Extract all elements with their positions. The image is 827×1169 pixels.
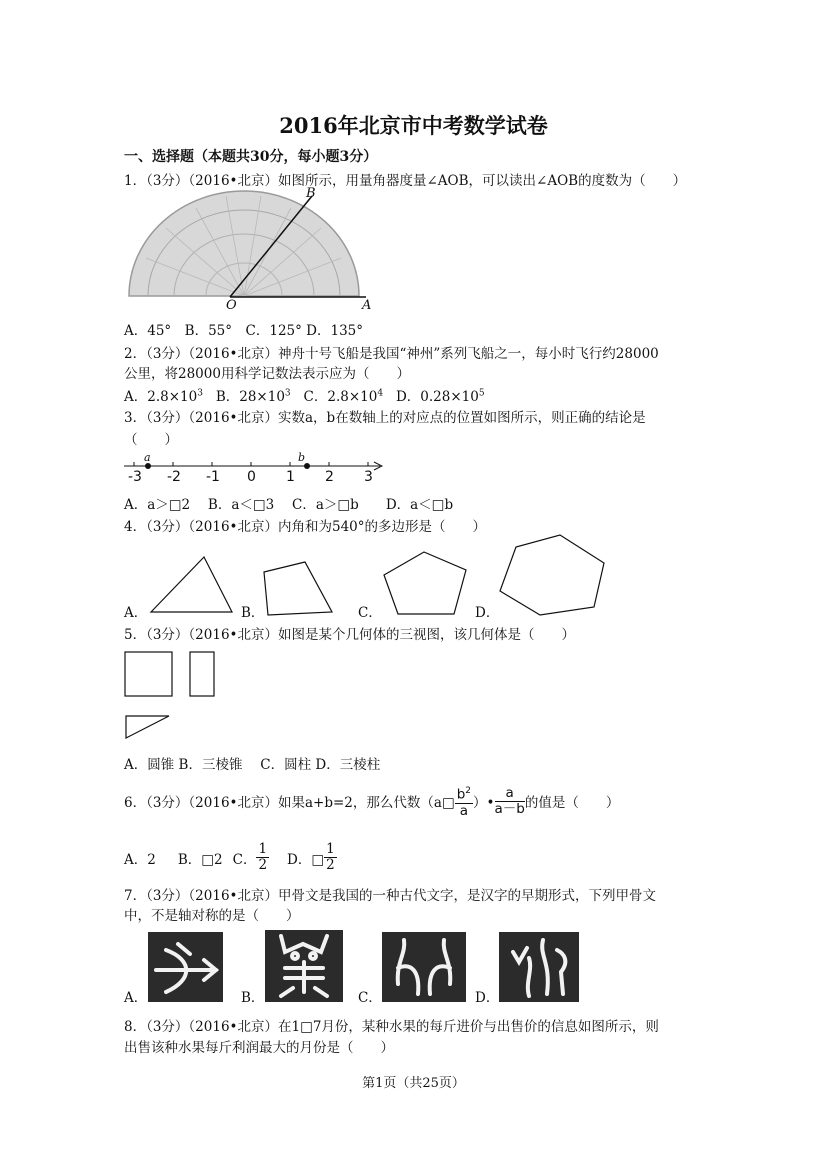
q3-stem-line1: 3．（3分）（2016•北京）实数a，b在数轴上的对应点的位置如图所示，则正确的结论是 [124,410,646,426]
protractor-label-o: O [226,298,237,313]
q6-option-b: B．□2 [177,851,223,868]
q6-option-c-fraction [256,842,269,873]
q1-stem: 1．（3分）（2016•北京）如图所示，用量角器度量∠AOB，可以读出∠AOB的度数为（ ） [124,173,687,189]
protractor-figure [126,188,376,313]
q6-stem-suffix: 的值是（ ） [524,795,620,812]
q3-options: A．a＞□2 B．a＜□3 C．a＞□b D．a＜□b [124,497,454,513]
tick-label-1: 1 [286,469,295,485]
q2-option-a: A．2.8×10 [124,389,198,405]
q7-label-b: B． [241,990,265,1006]
q3-stem-line2: （ ） [124,432,178,448]
q6-stem-prefix: 6．（3分）（2016•北京）如果a+b=2，那么代数（a□ [124,795,455,812]
q6-frac1-exp: 2 [465,786,472,796]
q6-stem-mid: ）• [473,795,495,812]
q4-label-a: A． [124,605,148,621]
q7-stem-line2: 中，不是轴对称的是（ ） [124,908,300,924]
q6-stem [124,784,619,819]
q8-stem-line1: 8．（3分）（2016•北京）在1□7月份，某种水果的每斤进价与出售价的信息如图所示，则 [124,1019,659,1035]
q5-options: A．圆锥 B．三棱锥 C．圆柱 D．三棱柱 [124,757,381,773]
q6-frac1-den: a [459,802,469,819]
three-views-figure [124,650,224,742]
q6-fraction-2 [495,786,525,817]
q6-options [124,842,337,873]
q6-fraction-1 [455,784,473,819]
q8-stem-line2: 出售该种水果每斤利润最大的月份是（ ） [124,1040,394,1056]
q7-label-c: C． [358,990,382,1006]
q4-label-b: B． [241,605,265,621]
polygon-pentagon [380,550,475,620]
q2-exp-c: 4 [377,388,384,399]
q2-stem-line2: 公里，将28000用科学记数法表示应为（ ） [124,366,410,382]
q2-option-c: C．2.8×10 [303,389,378,405]
number-line-point-a: a [144,451,151,464]
q6-option-d-num: 1 [326,841,335,857]
section-heading: 一、选择题（本题共30分，每小题3分） [124,149,378,165]
q1-options: A．45° B．55° C．125° D．135° [124,323,364,339]
q7-stem-line1: 7．（3分）（2016•北京）甲骨文是我国的一种古代文字，是汉字的早期形式，下列甲骨文 [124,888,656,904]
polygon-triangle [146,555,236,615]
oracle-glyph-a-image [148,932,223,1002]
q4-label-d: D． [475,605,500,621]
q7-label-a: A． [124,990,148,1006]
polygon-quadrilateral [260,560,340,620]
q6-frac2-num: a [495,786,525,802]
q6-frac1-num: b [456,786,466,803]
q2-exp-d: 5 [478,388,485,399]
tick-label-neg3: -3 [128,469,142,485]
q6-option-d-den: 2 [326,857,335,873]
q4-stem: 4．（3分）（2016•北京）内角和为540°的多边形是（ ） [124,519,487,535]
q7-label-d: D． [475,990,500,1006]
polygon-hexagon [498,533,608,618]
q6-option-c: C． [232,851,257,868]
q4-label-c: C． [358,605,382,621]
number-line-point-b: b [298,451,306,464]
tick-label-2: 2 [325,469,334,485]
protractor-label-b: B [306,186,316,201]
page-footer: 第1页（共25页） [362,1076,465,1091]
q2-option-b: B．28×10 [215,389,285,405]
tick-label-0: 0 [247,469,256,485]
q6-frac2-den: a－b [494,800,525,817]
q6-option-d-fraction [324,842,337,873]
q5-stem: 5．（3分）（2016•北京）如图是某个几何体的三视图，该几何体是（ ） [124,627,575,643]
protractor-label-a: A [362,298,372,313]
tick-label-neg1: -1 [206,469,220,485]
q2-exp-a: 3 [197,388,203,399]
tick-label-3: 3 [364,469,373,485]
q2-options [124,385,485,405]
page-title: 2016年北京市中考数学试卷 [279,113,548,138]
number-line [124,452,394,492]
q6-option-a: A．2 [124,851,156,868]
oracle-glyph-d-image [499,932,579,1002]
q6-option-d: D．□ [287,851,325,868]
oracle-glyph-b-image [265,930,343,1002]
q2-option-d: D．0.28×10 [395,389,479,405]
q2-stem-line1: 2．（3分）（2016•北京）神舟十号飞船是我国“神州”系列飞船之一，每小时飞行约28000 [124,346,659,362]
oracle-glyph-c-image [382,932,466,1002]
tick-label-neg2: -2 [167,469,181,485]
q6-option-c-num: 1 [258,841,268,857]
q6-option-c-den: 2 [258,857,268,873]
q2-exp-b: 3 [284,388,291,399]
